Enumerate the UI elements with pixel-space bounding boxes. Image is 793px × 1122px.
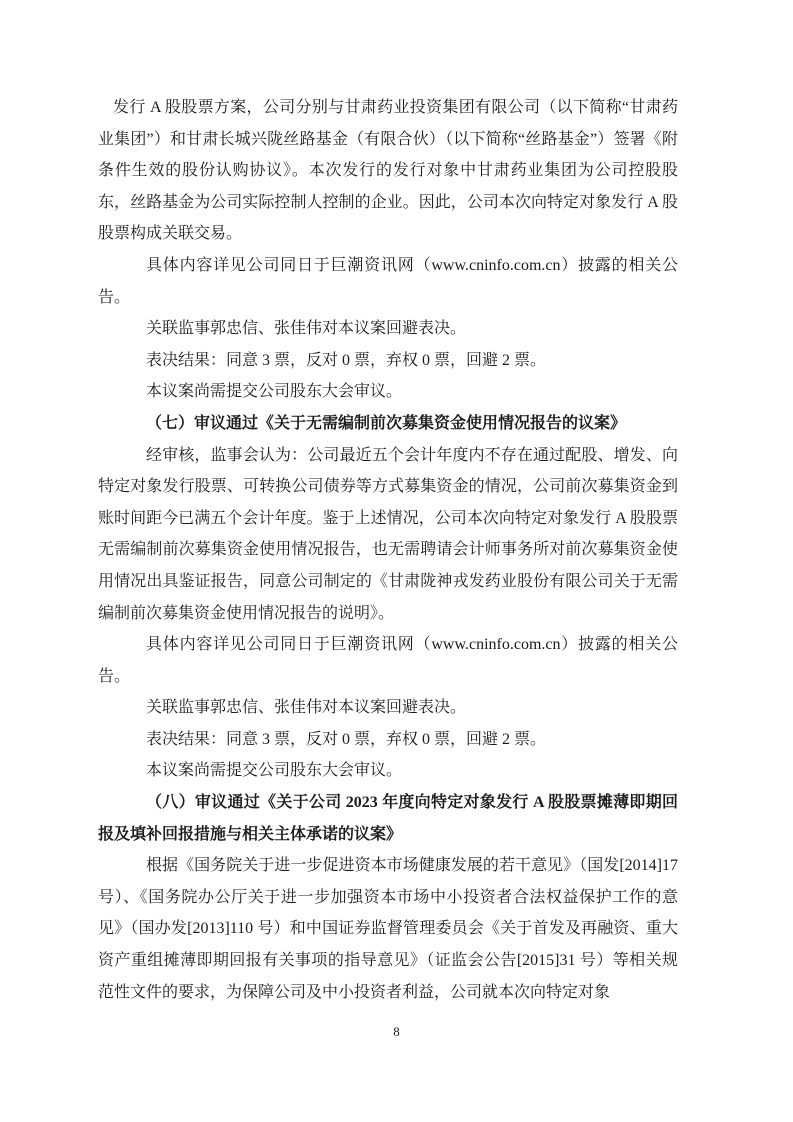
paragraph-submit-agm-2: 本议案尚需提交公司股东大会审议。 bbox=[146, 762, 403, 780]
paragraph-issuance-plan-continuation: 发行 A 股股票方案，公司分别与甘肃药业投资集团有限公司（以下简称“甘肃药业集团”）和甘肃长城兴陇丝路基金（有限合伙）（以下简称“丝路基金”）签署《附条件生效的股份认购协议》。本次发行的发行对象中甘肃药业集团为公司控股股东，丝路基金为公司实际控制人控制的企业。因此，公司本次向特定对象发行 A 股股票构成关联交易。 bbox=[98, 99, 678, 243]
paragraph-recusal-note-1: 关联监事郭忠信、张佳伟对本议案回避表决。 bbox=[146, 320, 467, 338]
heading-proposal-8: （八）审议通过《关于公司 2023 年度向特定对象发行 A 股股票摊薄即期回报及填补回报措施与相关主体承诺的议案》 bbox=[98, 794, 678, 843]
paragraph-regulatory-basis: 根据《国务院关于进一步促进资本市场健康发展的若干意见》（国发[2014]17 号）、《国务院办公厅关于进一步加强资本市场中小投资者合法权益保护工作的意见》（国办发[2013]110 号）和中国证券监督管理委员会《关于首发及再融资、重大资产重组摊薄即期回报有关事项的指导意见》（证监会公告[2015]31 号）等相关规范性文件的要求，为保障公司及中小投资者利益，公司就本次向特定对象 bbox=[98, 857, 678, 1001]
paragraph-vote-result-2: 表决结果：同意 3 票，反对 0 票，弃权 0 票，回避 2 票。 bbox=[146, 730, 547, 748]
document-body bbox=[98, 92, 678, 1008]
paragraph-disclosure-note-2: 具体内容详见公司同日于巨潮资讯网（www.cninfo.com.cn）披露的相关公告。 bbox=[98, 636, 678, 685]
page-number: 8 bbox=[393, 1024, 400, 1039]
heading-proposal-7: （七）审议通过《关于无需编制前次募集资金使用情况报告的议案》 bbox=[146, 414, 627, 432]
paragraph-recusal-note-2: 关联监事郭忠信、张佳伟对本议案回避表决。 bbox=[146, 699, 467, 717]
paragraph-review-opinion: 经审核，监事会认为：公司最近五个会计年度内不存在通过配股、增发、向特定对象发行股票、可转换公司债券等方式募集资金的情况，公司前次募集资金到账时间距今已满五个会计年度。鉴于上述情况，公司本次向特定对象发行 A 股股票无需编制前次募集资金使用情况报告，也无需聘请会计师事务所对前次募集资金使用情况出具鉴证报告，同意公司制定的《甘肃陇神戎发药业股份有限公司关于无需编制前次募集资金使用情况报告的说明》。 bbox=[98, 446, 678, 622]
paragraph-vote-result-1: 表决结果：同意 3 票，反对 0 票，弃权 0 票，回避 2 票。 bbox=[146, 351, 547, 369]
paragraph-disclosure-note-1: 具体内容详见公司同日于巨潮资讯网（www.cninfo.com.cn）披露的相关公告。 bbox=[98, 256, 678, 306]
paragraph-submit-agm-1: 本议案尚需提交公司股东大会审议。 bbox=[146, 383, 403, 401]
